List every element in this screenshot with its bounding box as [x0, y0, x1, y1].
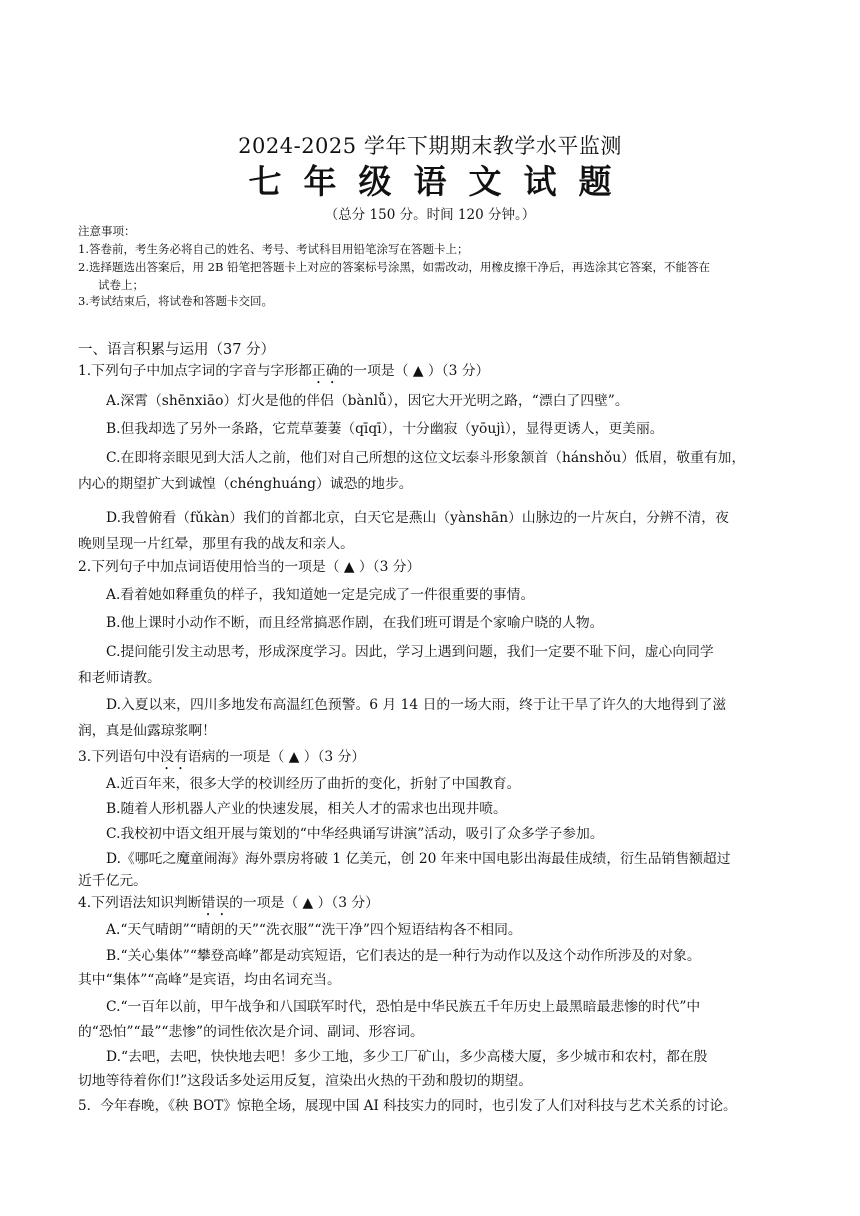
- question-1-option-d-line-1: D.我曾俯看（fǔkàn）我们的首都北京，白天它是燕山（yànshān）山脉边的一片灰白，分辨不清，夜: [106, 510, 729, 526]
- question-3-option-b: B.随着人形机器人产业的快速发展，相关人才的需求也出现井喷。: [106, 801, 507, 817]
- question-1-option-c-line-1: C.在即将亲眼见到大活人之前，他们对自己所想的这位文坛泰斗形象颔首（hánshǒu）低眉，敬重有加，: [106, 450, 746, 466]
- question-4-option-d-line-2: 切地等待着你们!”这段话多处运用反复，渲染出火热的干劲和殷切的期望。: [78, 1073, 533, 1089]
- question-2-option-a: A.看着她如释重负的样子，我知道她一定是完成了一件很重要的事情。: [106, 587, 535, 603]
- question-2-option-b: B.他上课时小动作不断，而且经常搞恶作剧，在我们班可谓是个家喻户晓的人物。: [106, 615, 604, 631]
- question-2-option-d-line-1: D.入夏以来，四川多地发布高温红色预警。6 月 14 日的一场大雨，终于让干旱了许久的大地得到了滋: [106, 697, 727, 713]
- question-1-option-c-line-2: 内心的期望扩大到诚惶（chénghuáng）诚恐的地步。: [78, 476, 413, 492]
- notice-item-3: 3.考试结束后，将试卷和答题卡交回。: [78, 294, 273, 308]
- question-3-stem: [78, 744, 784, 773]
- question-1-stem: [78, 358, 784, 387]
- question-4-option-c-line-2: 的“恐怕”“最”“悲惨”的词性依次是介词、副词、形容词。: [78, 1024, 424, 1040]
- exam-title-line2: 七年级语文试题: [248, 162, 634, 201]
- question-1-option-a: A.深霄（shēnxiāo）灯火是他的伴侣（bànlǚ），因它大开光明之路，“漂白了四壁”。: [106, 393, 629, 409]
- question-4-option-d-line-1: D.“去吧，去吧，快快地去吧！多少工地，多少工厂矿山，多少高楼大厦，多少城市和农村，都在殷: [106, 1049, 708, 1065]
- question-3-option-a: A.近百年来，很多大学的校训经历了曲折的变化，折射了中国教育。: [106, 776, 521, 792]
- question-4-stem-part: 4.下列语法知识判断: [78, 895, 202, 911]
- question-4-option-c-line-1: C.“一百年以前，甲午战争和八国联军时代，恐怕是中华民族五千年历史上最黑暗最悲惨的时代”中: [106, 999, 701, 1015]
- question-1-stem-part: 的一项是（ ▲ ）（3 分）: [339, 363, 490, 379]
- question-2-option-d-line-2: 润，真是仙露琼浆啊！: [78, 723, 216, 739]
- question-1-option-d-line-2: 晚则呈现一片红晕，那里有我的战友和亲人。: [78, 536, 354, 552]
- notice-heading: 注意事项：: [78, 224, 136, 238]
- question-5-stem: 5．今年春晚，《秧 BOT》惊艳全场，展现中国 AI 科技实力的同时，也引发了人们对科技与艺术关系的讨论。: [78, 1098, 737, 1114]
- section-heading: 一、语言积累与运用（37 分）: [78, 342, 276, 358]
- question-3-stem-part: 语病的一项是（ ▲ ）（3 分）: [187, 749, 366, 765]
- question-4-emphasis: 错误: [201, 895, 230, 911]
- question-1-stem-part: 1.下列句子中加点字词的字音与字形都: [78, 363, 312, 379]
- question-2-stem: 2.下列句子中加点词语使用恰当的一项是（ ▲ ）（3 分）: [78, 559, 421, 575]
- question-3-option-d-line-2: 近千亿元。: [78, 873, 147, 889]
- question-4-option-b-line-1: B.“关心集体”“攀登高峰”都是动宾短语，它们表达的是一种行为动作以及这个动作所涉及的对象。: [106, 948, 701, 964]
- question-3-emphasis: 没有: [160, 749, 188, 765]
- question-3-stem-part: 3.下列语句中: [78, 749, 161, 765]
- notice-item-1: 1.答卷前，考生务必将自己的姓名、考号、考试科目用铅笔涂写在答题卡上；: [78, 242, 469, 256]
- question-3-option-c: C.我校初中语文组开展与策划的“中华经典诵写讲演”活动，吸引了众多学子参加。: [106, 826, 604, 842]
- question-4-stem: [78, 890, 784, 919]
- question-2-option-c-line-1: C.提问能引发主动思考，形成深度学习。因此，学习上遇到问题，我们一定要不耻下问，虚心向同学: [106, 644, 714, 660]
- exam-title-line1: 2024-2025 学年下期期末教学水平监测: [238, 134, 622, 158]
- notice-item-2-line-b: 试卷上；: [98, 278, 144, 292]
- question-3-option-d-line-1: D.《哪吒之魔童闹海》海外票房将破 1 亿美元，创 20 年来中国电影出海最佳成绩，衍生品销售额超过: [106, 851, 731, 867]
- notice-item-2-line-a: 2.选择题选出答案后，用 2B 铅笔把答题卡上对应的答案标号涂黑，如需改动，用橡皮擦干净后，再选涂其它答案，不能答在: [78, 260, 711, 274]
- question-1-emphasis: 正确: [311, 363, 340, 379]
- question-1-option-b: B.但我却选了另外一条路，它荒草萋萋（qīqī），十分幽寂（yōujì），显得更诱人，更美丽。: [106, 421, 664, 437]
- question-2-option-c-line-2: 和老师请教。: [78, 670, 161, 686]
- question-4-option-b-line-2: 其中“集体”“高峰”是宾语，均由名词充当。: [78, 972, 341, 988]
- question-4-stem-part: 的一项是（ ▲ ）（3 分）: [229, 895, 379, 911]
- exam-subtitle: （总分 150 分。时间 120 分钟。）: [324, 207, 536, 223]
- notice-item-2: [78, 258, 790, 294]
- question-4-option-a: A.“天气晴朗”“晴朗的天”“洗衣服”“洗干净”四个短语结构各不相同。: [106, 922, 522, 938]
